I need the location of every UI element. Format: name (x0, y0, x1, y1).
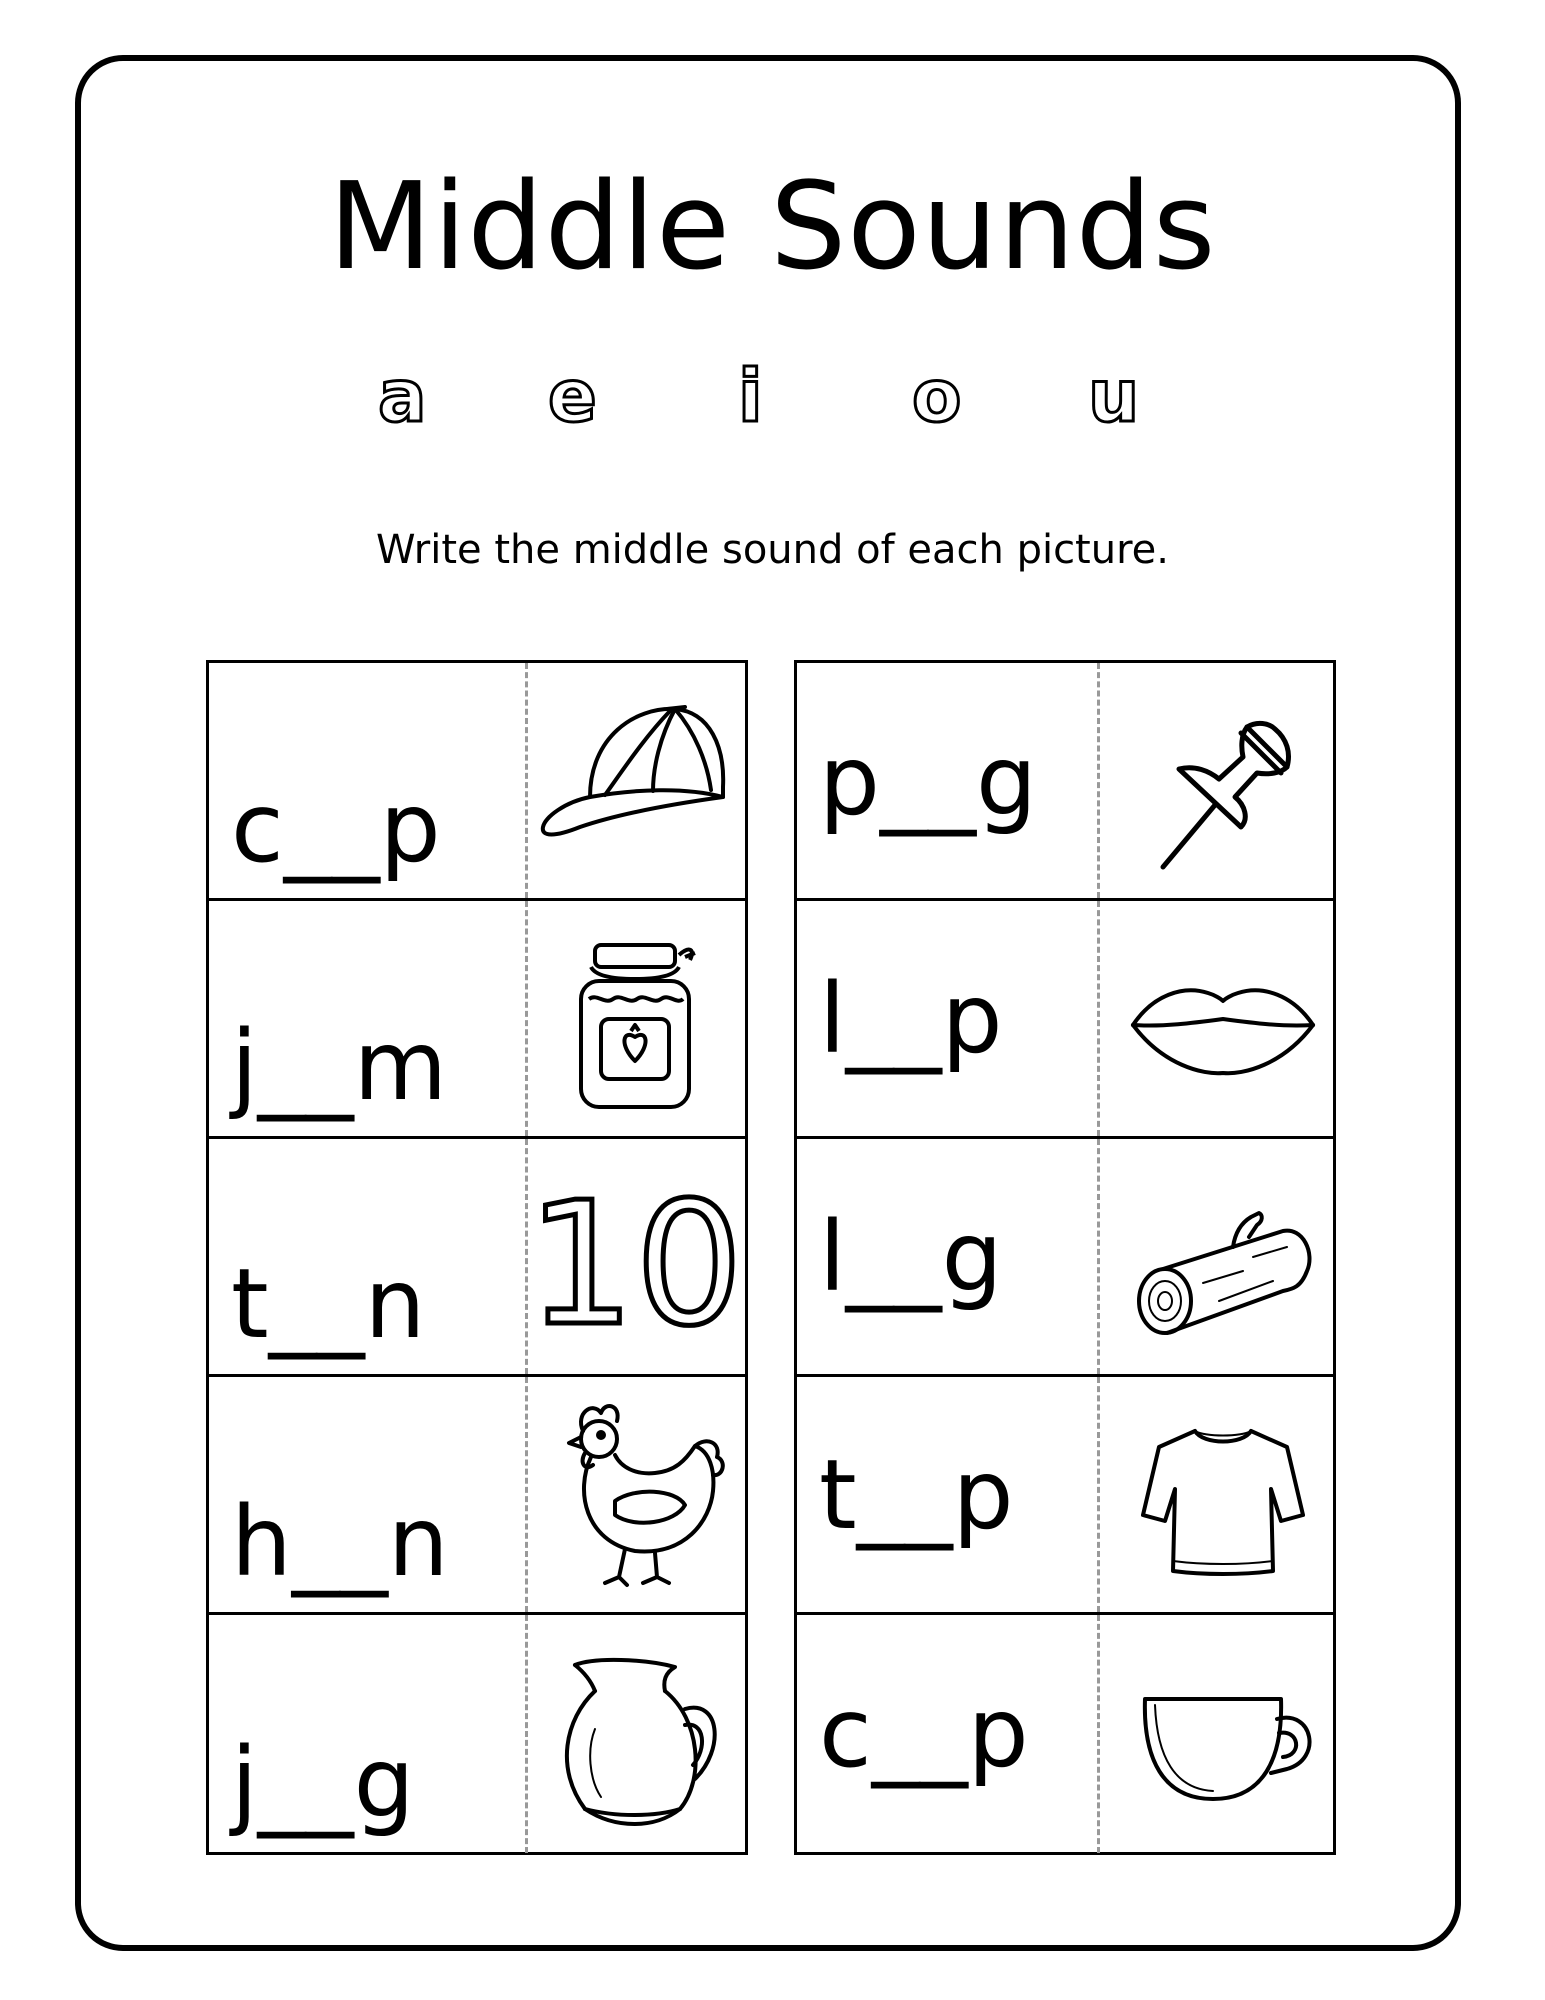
dashed-divider (525, 663, 528, 898)
left-word-grid (206, 660, 748, 1855)
word-cup-cap[interactable]: c__p (231, 772, 441, 884)
word-lip[interactable]: l__p (819, 963, 1003, 1075)
page-title: Middle Sounds (328, 158, 1217, 297)
word-jug[interactable]: j__g (231, 1727, 415, 1839)
dashed-divider (525, 1615, 528, 1853)
dashed-divider (1097, 1377, 1100, 1612)
word-hen[interactable]: h__n (231, 1486, 449, 1598)
word-log[interactable]: l__g (819, 1201, 1003, 1313)
lips-icon (1123, 915, 1323, 1125)
dashed-divider (525, 1139, 528, 1374)
right-word-grid (794, 660, 1336, 1855)
number-ten-icon (535, 1153, 735, 1363)
vowel-i: i (738, 354, 763, 438)
dashed-divider (1097, 1139, 1100, 1374)
instructions: Write the middle sound of each picture. (376, 527, 1169, 573)
cup-icon (1123, 1629, 1323, 1839)
word-row (209, 1377, 745, 1615)
word-top[interactable]: t__p (819, 1439, 1014, 1551)
ten-label: 10 (535, 1166, 735, 1363)
vowel-o: o (912, 354, 962, 438)
word-row (797, 1615, 1333, 1853)
log-icon (1123, 1153, 1323, 1363)
push-pin-icon (1123, 677, 1323, 887)
word-row (797, 663, 1333, 901)
jam-jar-icon (535, 915, 735, 1125)
top-shirt-icon (1123, 1391, 1323, 1601)
jug-icon (535, 1629, 735, 1839)
word-row (797, 1377, 1333, 1615)
dashed-divider (1097, 901, 1100, 1136)
word-pig[interactable]: p__g (819, 725, 1037, 837)
vowel-u: u (1088, 354, 1140, 438)
vowel-row (0, 354, 1545, 480)
word-row (797, 901, 1333, 1139)
dashed-divider (525, 901, 528, 1136)
word-row (209, 901, 745, 1139)
word-row (209, 1615, 745, 1853)
word-row (209, 1139, 745, 1377)
dashed-divider (525, 1377, 528, 1612)
word-jam[interactable]: j__m (231, 1010, 448, 1122)
word-row (209, 663, 745, 901)
vowel-a: a (378, 354, 427, 438)
cap-icon (535, 677, 735, 887)
dashed-divider (1097, 1615, 1100, 1853)
vowel-e: e (548, 354, 597, 438)
hen-icon (535, 1391, 735, 1601)
word-ten[interactable]: t__n (231, 1248, 426, 1360)
dashed-divider (1097, 663, 1100, 898)
word-row (797, 1139, 1333, 1377)
word-cup[interactable]: c__p (819, 1677, 1029, 1789)
